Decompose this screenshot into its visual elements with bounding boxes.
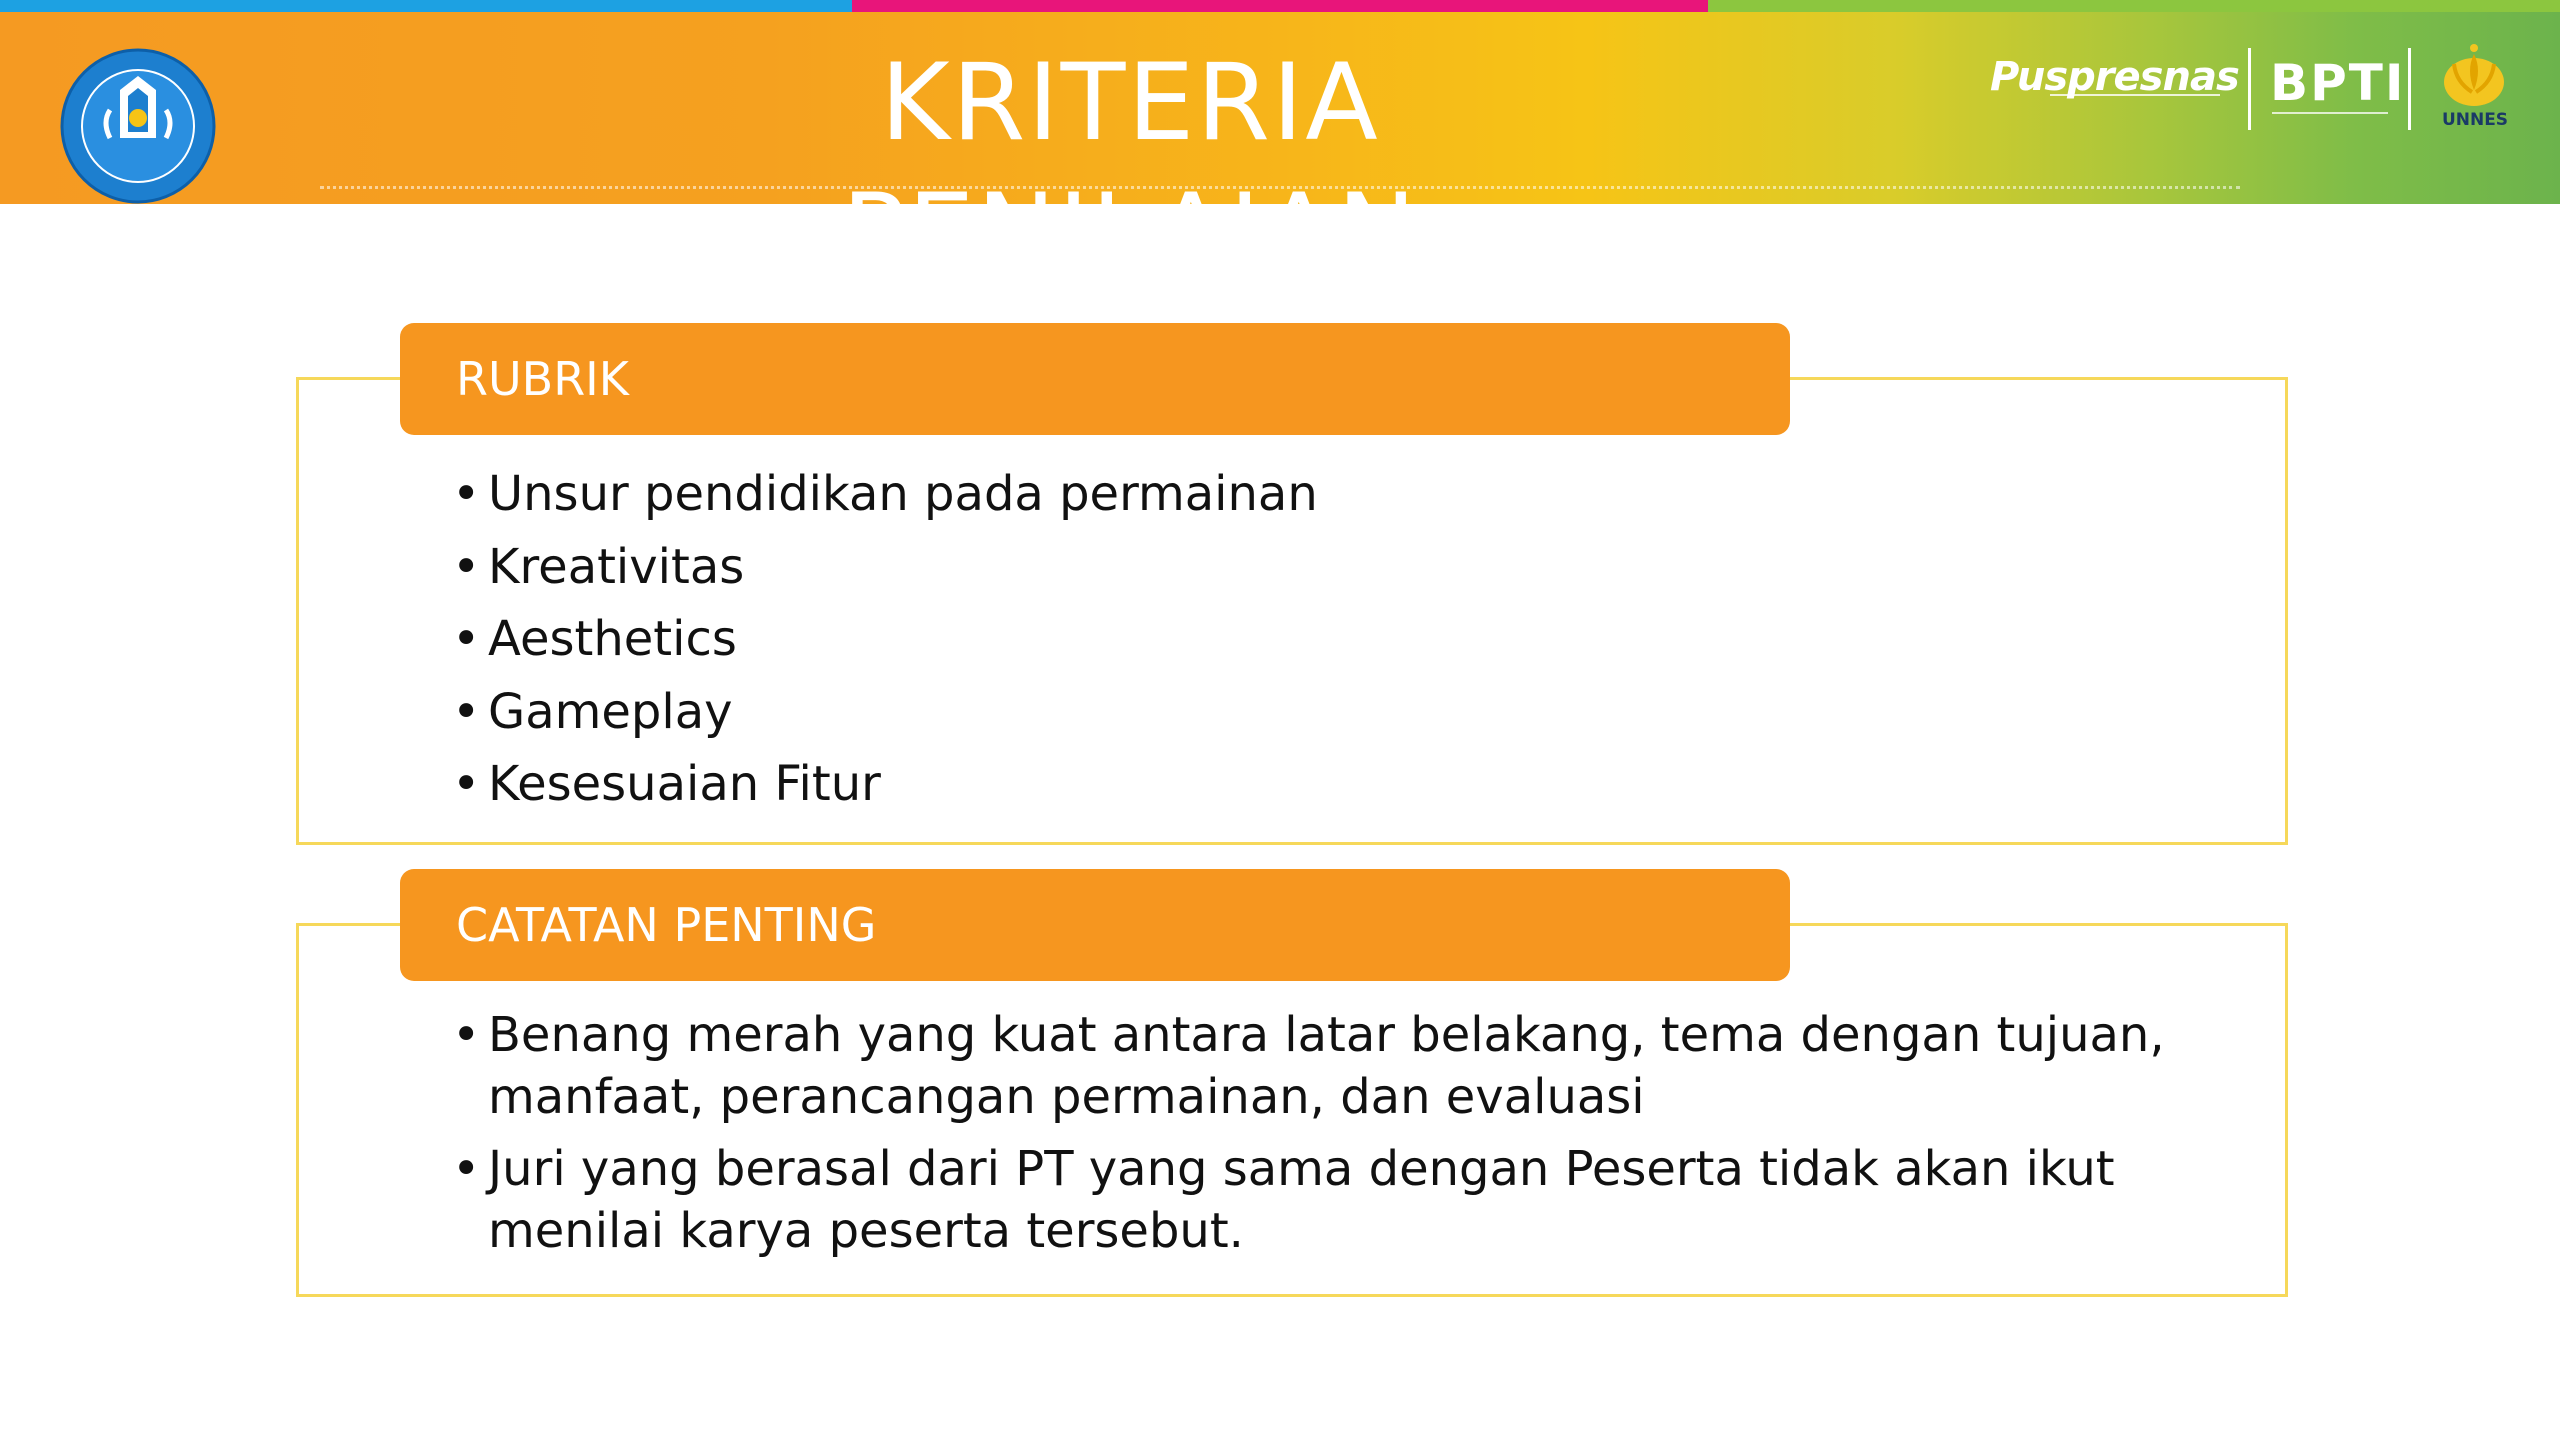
list-item: • Benang merah yang kuat antara latar belakang, tema dengan tujuan, manfaat, perancangan permainan, dan evaluasi <box>450 1004 2210 1128</box>
list-item: • Gameplay <box>450 676 2050 749</box>
catatan-penting-heading: CATATAN PENTING <box>400 869 1790 981</box>
unnes-emblem-icon <box>2436 40 2512 110</box>
list-item: • Unsur pendidikan pada permainan <box>450 458 2050 531</box>
rubrik-heading: RUBRIK <box>400 323 1790 435</box>
list-item: • Juri yang berasal dari PT yang sama dengan Peserta tidak akan ikut menilai karya peserta tersebut. <box>450 1138 2210 1262</box>
unnes-logo-text: UNNES <box>2441 110 2509 130</box>
tut-wuri-handayani-emblem-icon <box>58 46 218 206</box>
stripe-green <box>1708 0 2560 12</box>
puspresnas-underline <box>2050 94 2220 96</box>
list-item: • Aesthetics <box>450 603 2050 676</box>
header-banner <box>0 0 2560 294</box>
puspresnas-logo: Puspresnas <box>1990 54 2239 100</box>
logo-divider <box>2248 48 2251 130</box>
page-title: KRITERIA PENILAIAN <box>841 41 1419 294</box>
top-color-stripe <box>0 0 2560 12</box>
catatan-list <box>450 1004 2210 1272</box>
bpti-underline <box>2272 112 2388 114</box>
bpti-logo: BPTI <box>2270 54 2406 112</box>
stripe-blue <box>0 0 852 12</box>
rubrik-list <box>450 458 2050 821</box>
list-item: • Kreativitas <box>450 531 2050 604</box>
stripe-pink <box>852 0 1708 12</box>
logo-divider <box>2408 48 2411 130</box>
list-item: • Kesesuaian Fitur <box>450 748 2050 821</box>
partner-logos <box>1990 36 2530 146</box>
